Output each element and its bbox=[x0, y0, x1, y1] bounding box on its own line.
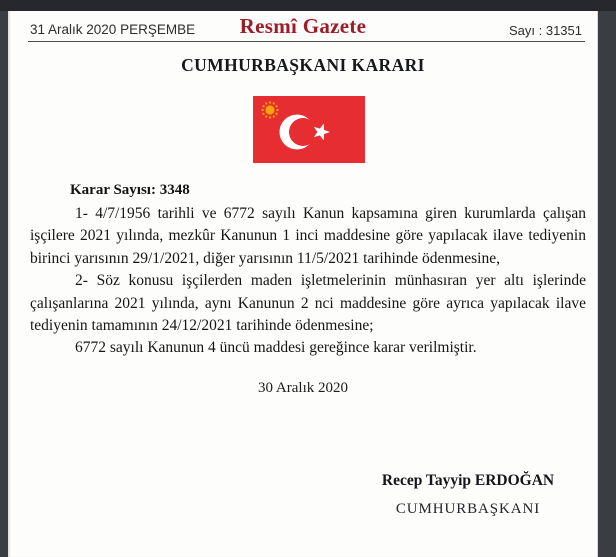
decree-paragraph-2: 2- Söz konusu işçilerden maden işletmelerinin münhasıran yer altı işlerinde çalışanlarına 2021 yılında, aynı Kanunun 2 nci maddesine göre ayrıca yapılacak ilave tediyenin tamamının 24/12/2021 tarihinde ödenmesine; bbox=[30, 272, 586, 335]
window-top-bar bbox=[0, 0, 616, 11]
signature-block bbox=[353, 472, 583, 518]
decree-body bbox=[30, 203, 586, 360]
masthead-issue-number: Sayı : 31351 bbox=[509, 23, 582, 38]
masthead-divider bbox=[28, 41, 585, 42]
turkish-presidential-flag-icon bbox=[253, 96, 365, 163]
gazette-page bbox=[8, 11, 598, 557]
masthead-date: 31 Aralık 2020 PERŞEMBE bbox=[30, 22, 196, 37]
decree-number: Karar Sayısı: 3348 bbox=[70, 182, 190, 198]
signature-name: Recep Tayyip ERDOĞAN bbox=[381, 472, 555, 489]
decree-date: 30 Aralık 2020 bbox=[258, 380, 348, 396]
decree-paragraph-1: 1- 4/7/1956 tarihli ve 6772 sayılı Kanun kapsamına giren kurumlarda çalışan işçilere 2021 yılında, mezkûr Kanunun 1 inci maddesine göre yapılacak ilave tediyenin birinci yarısının 29/1/2021, diğer yarısının 11/5/2021 tarihinde ödenmesine, bbox=[30, 205, 586, 267]
masthead-title: Resmî Gazete bbox=[239, 14, 367, 38]
decree-paragraph-3: 6772 sayılı Kanunun 4 üncü maddesi gereğince karar verilmiştir. bbox=[75, 339, 477, 357]
decree-heading: CUMHURBAŞKANI KARARI bbox=[181, 55, 425, 75]
signature-title: CUMHURBAŞKANI bbox=[395, 501, 541, 517]
